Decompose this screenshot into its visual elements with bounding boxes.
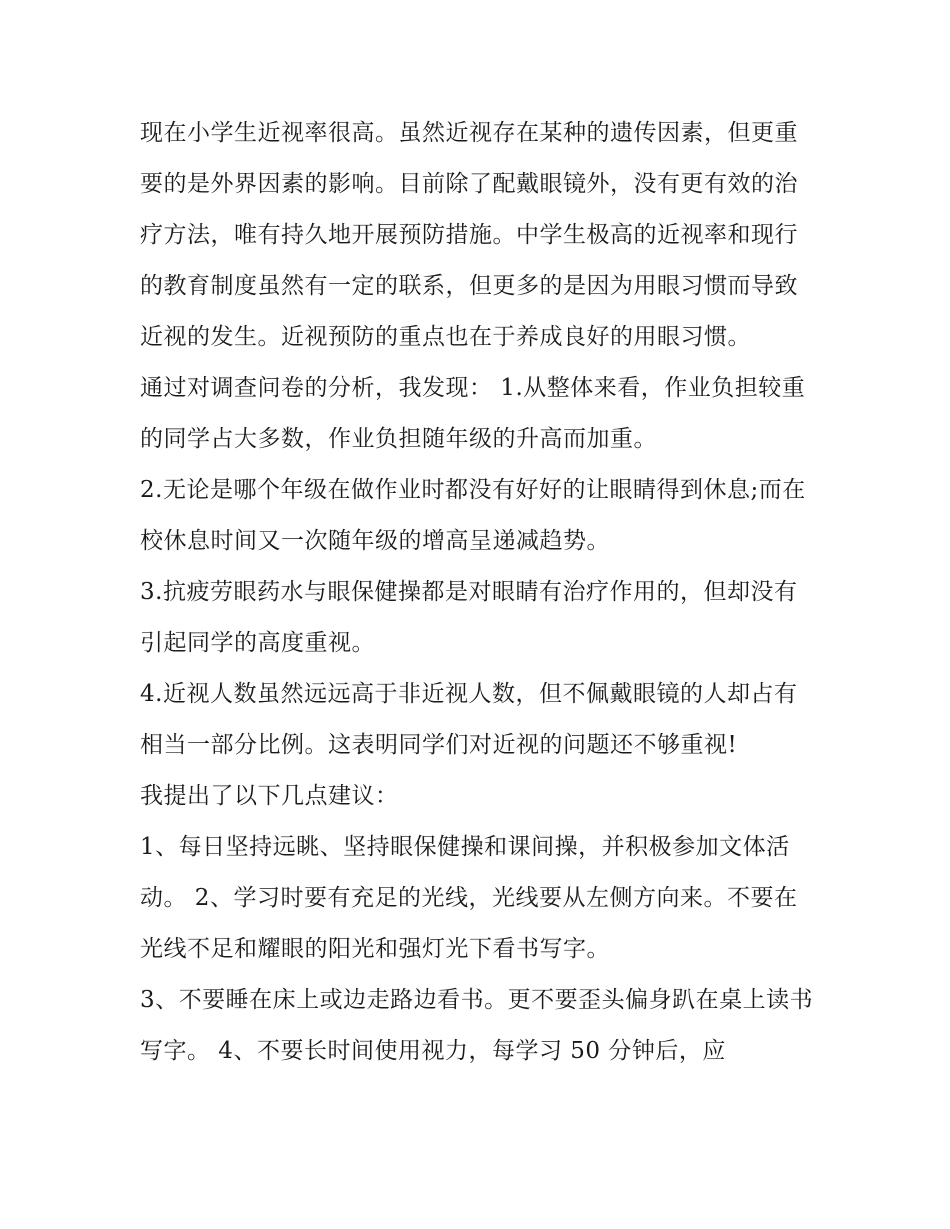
paragraph-suggestion-3-4: 3、不要睡在床上或边走路边看书。更不要歪头偏身趴在桌上读书写字。 4、不要长时间使用视力，每学习 50 分钟后，应 bbox=[140, 987, 814, 1064]
paragraph-findings-4: 4.近视人数虽然远远高于非近视人数，但不佩戴眼镜的人却占有相当一部分比例。这表明同学们对近视的问题还不够重视! bbox=[140, 681, 798, 758]
paragraph-findings-1: 通过对调查问卷的分析，我发现： 1.从整体来看，作业负担较重的同学占大多数，作业负担随年级的升高而加重。 bbox=[140, 375, 806, 452]
document-body bbox=[140, 108, 820, 1077]
paragraph-suggestions-heading: 我提出了以下几点建议： bbox=[140, 783, 399, 809]
paragraph-suggestion-1-2: 1、每日坚持远眺、坚持眼保健操和课间操，并积极参加文体活动。 2、学习时要有充足的光线，光线要从左侧方向来。不要在光线不足和耀眼的阳光和强灯光下看书写字。 bbox=[140, 834, 798, 962]
paragraph-intro: 现在小学生近视率很高。虽然近视存在某种的遗传因素，但更重要的是外界因素的影响。目前除了配戴眼镜外，没有更有效的治疗方法，唯有持久地开展预防措施。中学生极高的近视率和现行的教育制度虽然有一定的联系，但更多的是因为用眼习惯而导致近视的发生。近视预防的重点也在于养成良好的用眼习惯。 bbox=[140, 120, 798, 350]
paragraph-findings-2: 2.无论是哪个年级在做作业时都没有好好的让眼睛得到休息;而在校休息时间又一次随年级的增高呈递减趋势。 bbox=[140, 477, 806, 554]
paragraph-findings-3: 3.抗疲劳眼药水与眼保健操都是对眼睛有治疗作用的，但却没有引起同学的高度重视。 bbox=[140, 579, 798, 656]
